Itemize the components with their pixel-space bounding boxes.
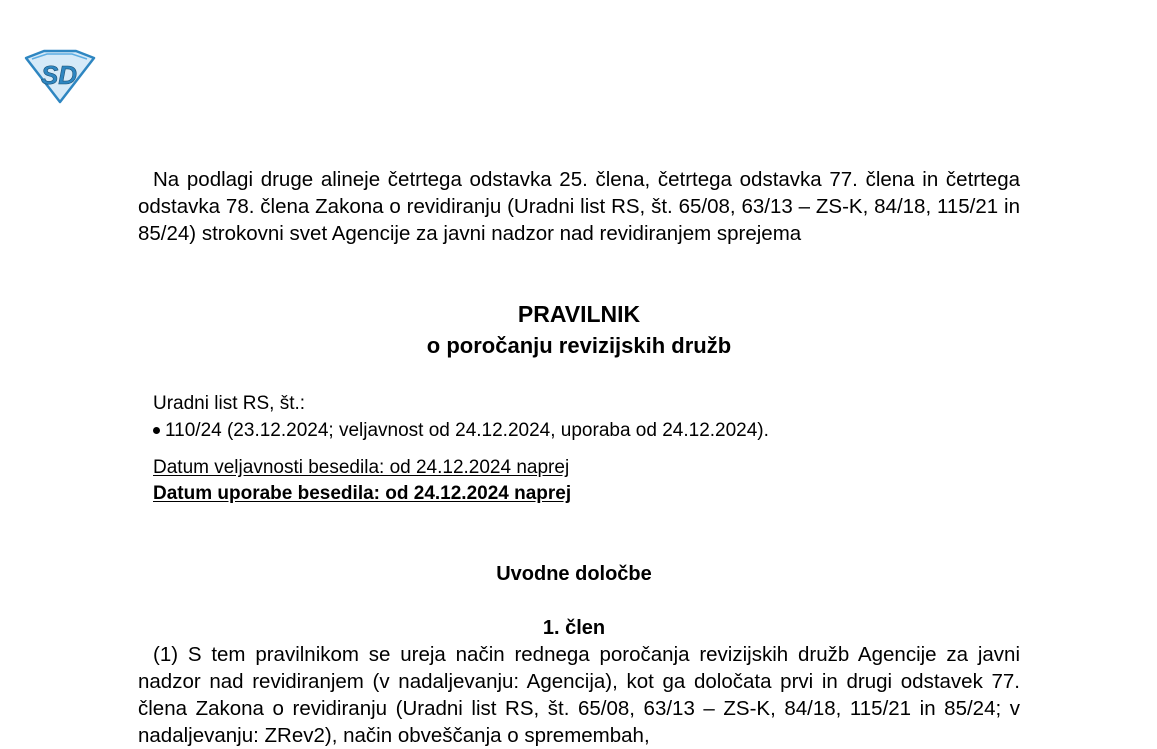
gazette-references [153, 390, 1013, 444]
application-date-link[interactable]: Datum uporabe besedila: od 24.12.2024 naprej [153, 483, 572, 504]
sd-logo-text: SD [40, 60, 78, 90]
article-paragraph: (1) S tem pravilnikom se ureja način rednega poročanja revizijskih družb Agencije za javni nadzor nad revidiranjem (v nadaljevanju: Agencija), kot ga določata prvi in drugi odstavek 77. člena Zakona o revidiranju (Uradni list RS, št. 65/08, 63/13 – ZS-K, 84/18, 115/21 in 85/24; v nadaljevanju: ZRev2), način obveščanja o spremembah, [138, 643, 1020, 747]
sd-logo-icon [22, 48, 96, 104]
bullet-icon [153, 427, 160, 434]
document-title [138, 298, 1020, 362]
intro-paragraph: Na podlagi druge alineje četrtega odstavka 25. člena, četrtega odstavka 77. člena in četrtega odstavka 78. člena Zakona o revidiranju (Uradni list RS, št. 65/08, 63/13 – ZS-K, 84/18, 115/21 in 85/24) strokovni svet Agencije za javni nadzor nad revidiranjem sprejema [138, 168, 1020, 245]
gazette-item-text[interactable]: 110/24 (23.12.2024; veljavnost od 24.12.2024, uporaba od 24.12.2024). [165, 420, 769, 441]
validity-date-link[interactable]: Datum veljavnosti besedila: od 24.12.2024 naprej [153, 457, 570, 478]
gazette-label: Uradni list RS, št.: [153, 393, 306, 414]
section-heading: Uvodne določbe [496, 563, 652, 585]
text-dates [153, 455, 571, 507]
title-subtitle: o poročanju revizijskih družb [426, 333, 732, 358]
gazette-item[interactable] [153, 417, 1013, 444]
title-main: PRAVILNIK [517, 301, 641, 327]
article-heading: 1. člen [542, 617, 606, 639]
